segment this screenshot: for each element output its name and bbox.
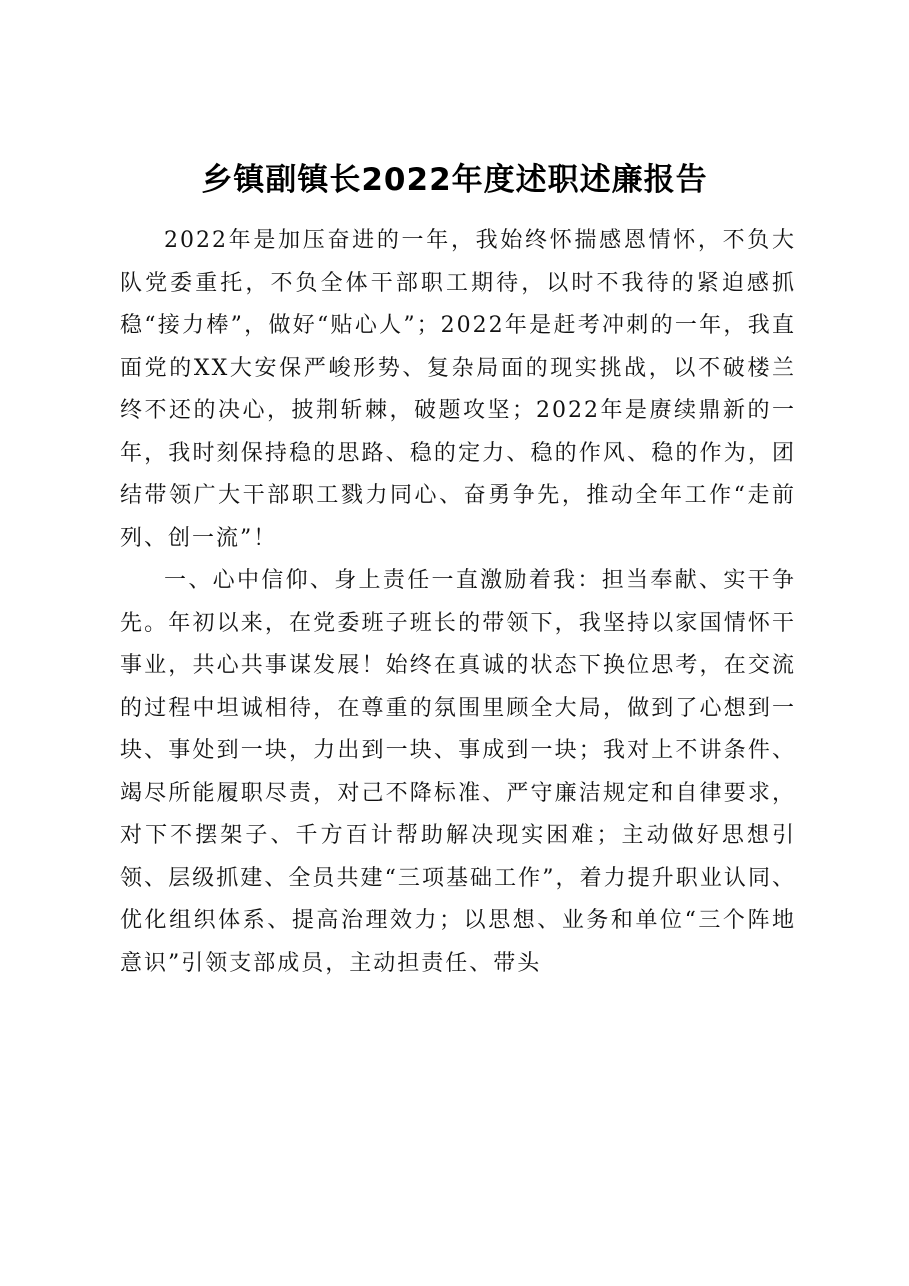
document-title: 乡镇副镇长2022年度述职述廉报告	[201, 162, 708, 198]
paragraph-intro: 2022年是加压奋进的一年，我始终怀揣感恩情怀，不负大队党委重托，不负全体干部职工期待，以时不我待的紧迫感抓稳“接力棒”，做好“贴心人”；2022年是赶考冲刺的一年，我直面党的XX大安保严峻形势、复杂局面的现实挑战，以不破楼兰终不还的决心，披荆斩棘，破题攻坚；2022年是赓续鼎新的一年，我时刻保持稳的思路、稳的定力、稳的作风、稳的作为，团结带领广大干部职工戮力同心、奋勇争先，推动全年工作“走前列、创一流”！	[120, 228, 796, 551]
document-body	[120, 220, 796, 985]
paragraph-section-one: 一、心中信仰、身上责任一直激励着我：担当奉献、实干争先。年初以来，在党委班子班长的带领下，我坚持以家国情怀干事业，共心共事谋发展！始终在真诚的状态下换位思考，在交流的过程中坦诚相待，在尊重的氛围里顾全大局，做到了心想到一块、事处到一块，力出到一块、事成到一块；我对上不讲条件、竭尽所能履职尽责，对己不降标准、严守廉洁规定和自律要求，对下不摆架子、千方百计帮助解决现实困难；主动做好思想引领、层级抓建、全员共建“三项基础工作”，着力提升职业认同、优化组织体系、提高治理效力；以思想、业务和单位“三个阵地意识”引领支部成员，主动担责任、带头	[120, 568, 796, 976]
